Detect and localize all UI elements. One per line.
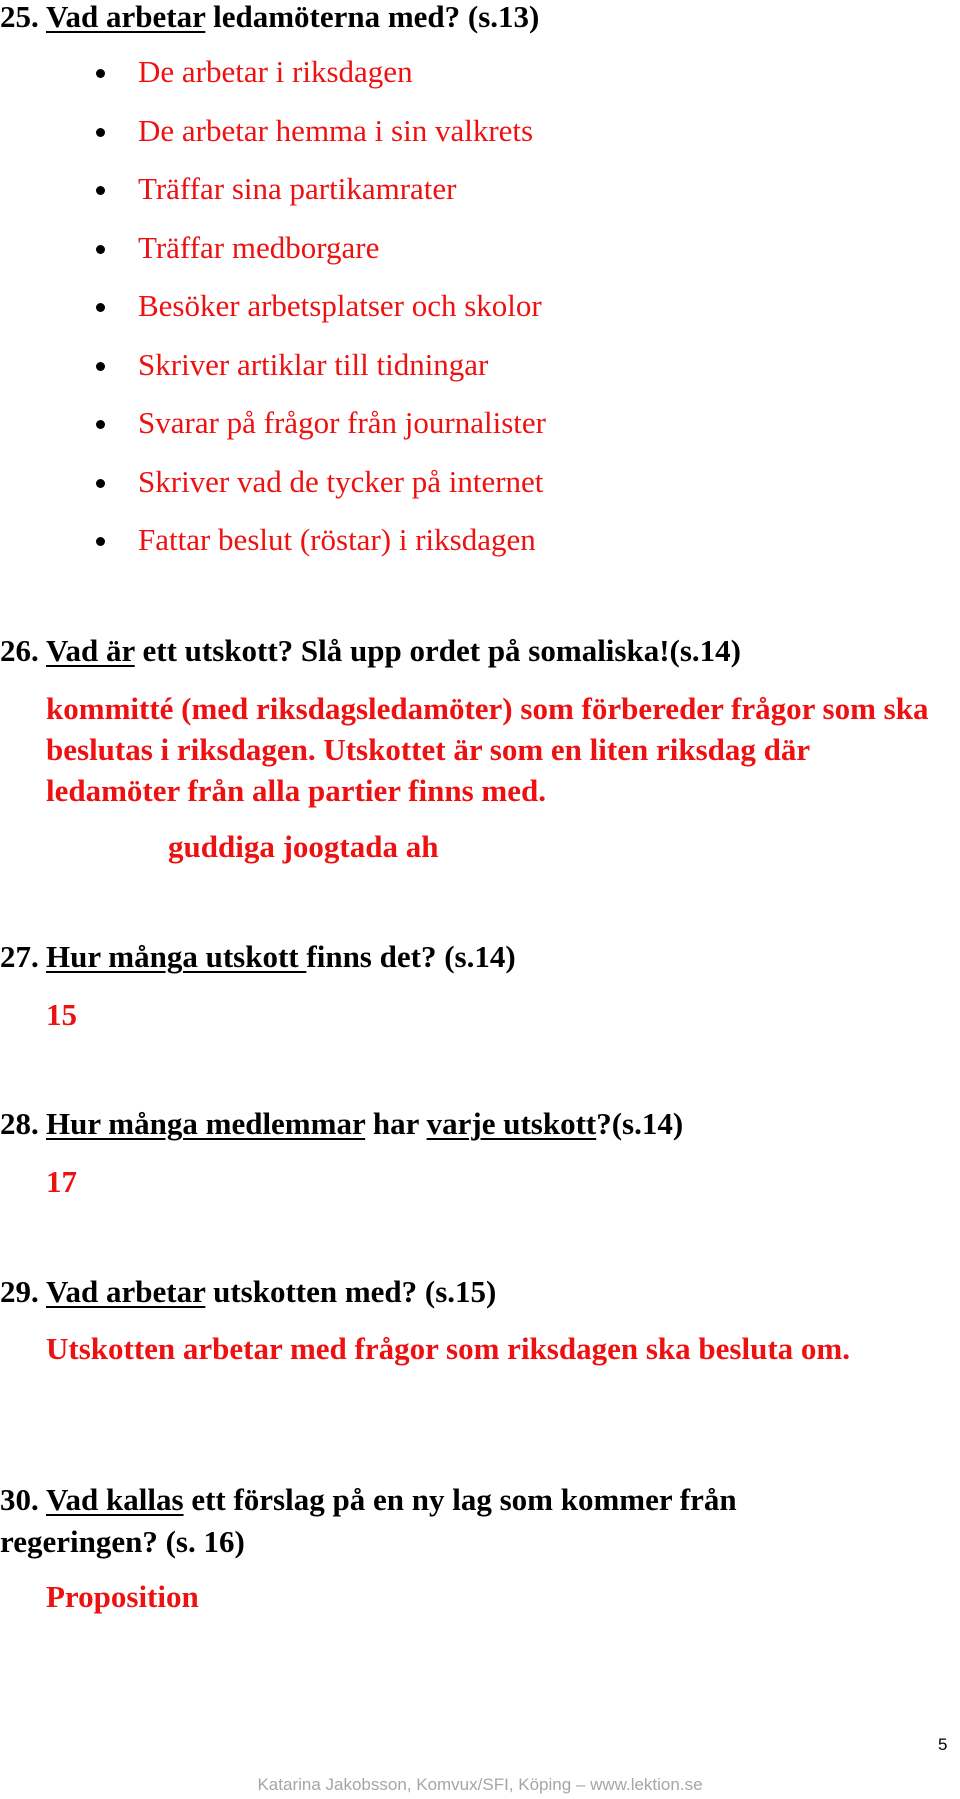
- question-text: ett förslag på en ny lag som kommer från regeringen? (s. 16): [0, 1482, 737, 1559]
- bullet-icon: [96, 537, 105, 546]
- question-underlined: Vad kallas: [46, 1482, 184, 1517]
- answer-27: 15: [46, 997, 77, 1032]
- bullet-icon: [96, 479, 105, 488]
- question-25: [0, 0, 539, 38]
- question-28: [0, 1103, 683, 1145]
- question-text: ledamöterna med? (s.13): [205, 0, 540, 34]
- question-underlined: Hur många utskott: [46, 939, 307, 974]
- question-text: har: [365, 1106, 427, 1141]
- question-number: 30.: [0, 1482, 39, 1517]
- answer-28: 17: [46, 1164, 77, 1199]
- question-underlined: Vad arbetar: [46, 0, 206, 34]
- question-underlined: Vad arbetar: [46, 1274, 206, 1309]
- question-underlined: varje utskott: [426, 1106, 597, 1141]
- answer-26-somali: guddiga joogtada ah: [168, 829, 439, 864]
- question-30: [0, 1479, 880, 1563]
- question-text: ?(s.14): [596, 1106, 684, 1141]
- answer-29: Utskotten arbetar med frågor som riksdagen ska besluta om.: [46, 1331, 850, 1366]
- answer-26: kommitté (med riksdagsledamöter) som förbereder frågor som ska beslutas i riksdagen. Utskottet är som en liten riksdag där ledamöter från alla partier finns med.: [46, 691, 929, 808]
- bullet-icon: [96, 420, 105, 429]
- question-number: 26.: [0, 633, 39, 668]
- question-number: 27.: [0, 939, 39, 974]
- question-underlined: Vad är: [46, 633, 135, 668]
- question-number: 28.: [0, 1106, 39, 1141]
- bullet-icon: [96, 69, 105, 78]
- question-number: 29.: [0, 1274, 39, 1309]
- bullet-icon: [96, 128, 105, 137]
- question-number: 25.: [0, 0, 39, 34]
- bullet-icon: [96, 362, 105, 371]
- question-text: utskotten med? (s.15): [205, 1274, 497, 1309]
- page-number: 5: [938, 1735, 948, 1754]
- footer: Katarina Jakobsson, Komvux/SFI, Köping – www.lektion.se: [257, 1775, 703, 1794]
- answer-30: Proposition: [46, 1579, 199, 1614]
- bullet-icon: [96, 303, 105, 312]
- question-27: [0, 936, 516, 978]
- question-29: [0, 1271, 496, 1313]
- bullet-icon: [96, 186, 105, 195]
- question-underlined: Hur många medlemmar: [46, 1106, 366, 1141]
- question-text: finns det? (s.14): [306, 939, 516, 974]
- bullet-icon: [96, 245, 105, 254]
- question-26: [0, 630, 741, 672]
- question-text: ett utskott? Slå upp ordet på somaliska!(s.14): [134, 633, 742, 668]
